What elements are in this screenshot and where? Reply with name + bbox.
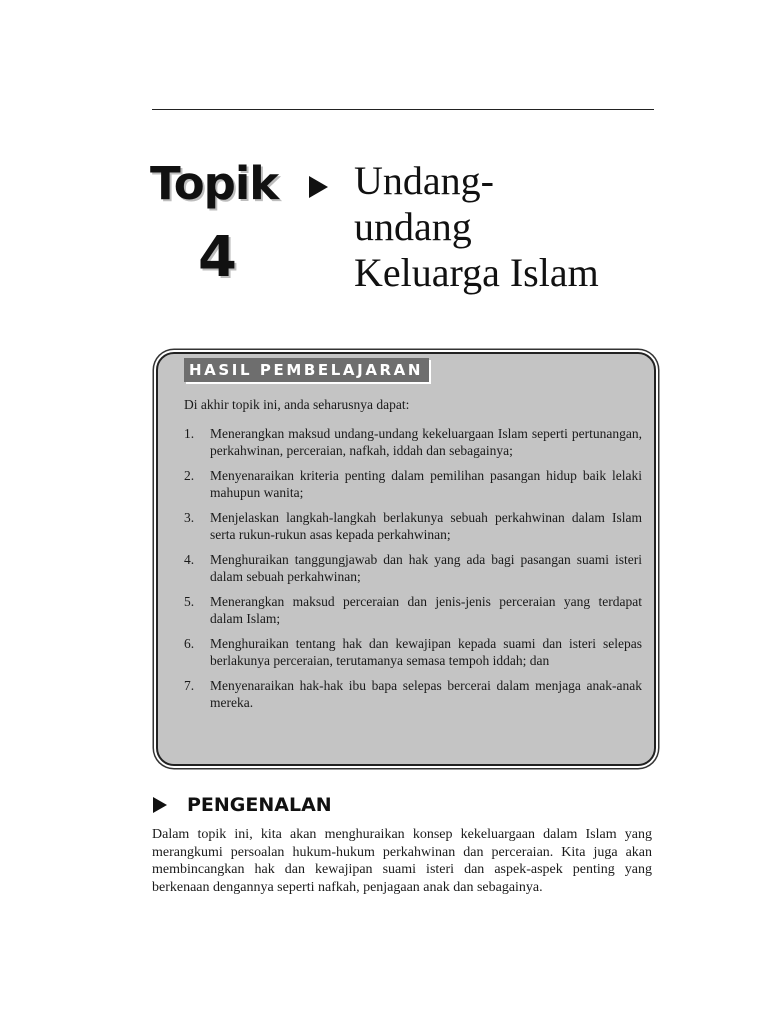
outcome-number: 6. [184, 636, 195, 651]
outcome-text: Menghuraikan tanggungjawab dan hak yang ada bagi pasangan suami isteri dalam sebuah perkahwinan; [210, 552, 642, 584]
outcome-number: 1. [184, 426, 195, 441]
outcome-item-1 [184, 425, 642, 459]
section-arrow-icon [153, 797, 167, 813]
outcome-item-7 [184, 677, 642, 711]
outcome-number: 2. [184, 468, 195, 483]
outcome-number: 5. [184, 594, 195, 609]
topic-word: Topik [150, 157, 279, 210]
title-arrow-icon [309, 176, 328, 198]
learning-outcomes-heading: HASIL PEMBELAJARAN [184, 358, 429, 382]
introduction-paragraph: Dalam topik ini, kita akan menghuraikan konsep kekeluargaan dalam Islam yang merangkumi persoalan hukum-hukum perkahwinan dan perceraian. Kita juga akan membincangkan hak dan kewajipan suami isteri dan aspek-aspek penting yang berkenaan dengannya seperti nafkah, penjagaan anak dan sebagainya. [152, 827, 652, 895]
outcome-item-5 [184, 593, 642, 627]
outcome-text: Menyenaraikan kriteria penting dalam pemilihan pasangan hidup baik lelaki mahupun wanita; [210, 468, 642, 500]
outcome-text: Menerangkan maksud perceraian dan jenis-jenis perceraian yang terdapat dalam Islam; [210, 594, 642, 626]
learning-outcomes-list [184, 425, 642, 719]
page-title [354, 158, 674, 296]
topic-number: 4 [198, 225, 237, 290]
learning-outcomes-box [156, 352, 656, 766]
outcome-item-3 [184, 509, 642, 543]
outcome-text: Menyenaraikan hak-hak ibu bapa selepas bercerai dalam menjaga anak-anak mereka. [210, 678, 642, 710]
outcome-number: 3. [184, 510, 195, 525]
outcome-text: Menghuraikan tentang hak dan kewajipan kepada suami dan isteri selepas berlakunya perceraian, terutamanya semasa tempoh iddah; dan [210, 636, 642, 668]
outcome-item-2 [184, 467, 642, 501]
outcome-text: Menerangkan maksud undang-undang kekeluargaan Islam seperti pertunangan, perkahwinan, perceraian, nafkah, iddah dan sebagainya; [210, 426, 642, 458]
title-line-1: Undang- [354, 158, 494, 203]
section-heading-introduction: PENGENALAN [187, 794, 332, 816]
top-divider [152, 109, 654, 110]
outcome-item-4 [184, 551, 642, 585]
outcome-number: 7. [184, 678, 195, 693]
learning-outcomes-intro: Di akhir topik ini, anda seharusnya dapat: [184, 397, 410, 412]
outcome-item-6 [184, 635, 642, 669]
outcome-number: 4. [184, 552, 195, 567]
outcome-text: Menjelaskan langkah-langkah berlakunya sebuah perkahwinan dalam Islam serta rukun-rukun asas kepada perkahwinan; [210, 510, 642, 542]
title-line-2: undang [354, 204, 472, 249]
title-line-3: Keluarga Islam [354, 250, 599, 295]
